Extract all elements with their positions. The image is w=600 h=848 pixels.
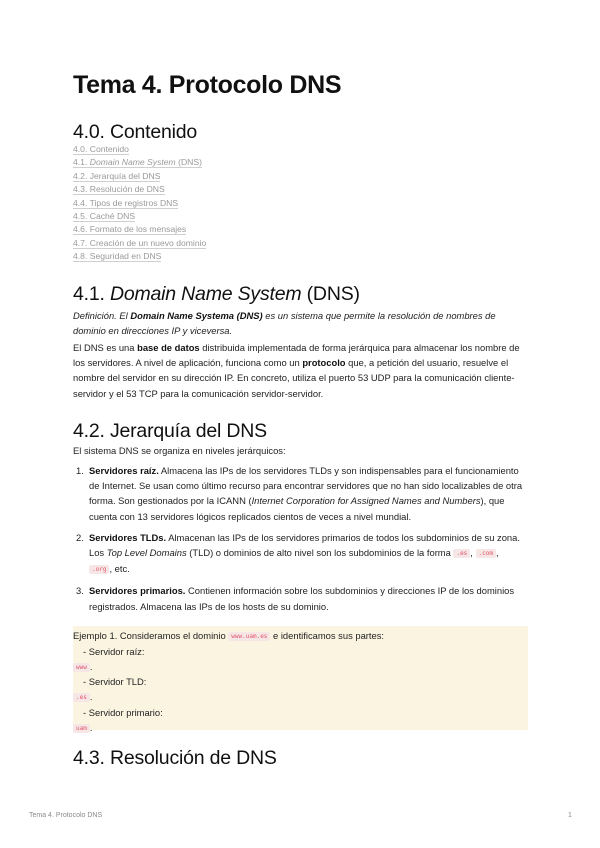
example-row-value: uam . xyxy=(73,721,528,737)
page-title: Tema 4. Protocolo DNS xyxy=(73,71,342,99)
list-item: 1. Servidores raíz. Almacena las IPs de los servidores TLDs y son indispensables para el funcionamiento de Internet. Se usan como último recurso para encontrar servidores que no han sido localizables de otra forma. Son gestionados por la ICANN (Internet Corporation for Assigned Names and Numbers), que cuenta con 13 servidores lógicos replicados cientos de veces a nivel mundial. xyxy=(76,465,523,522)
toc-item[interactable]: 4.7. Creación de un nuevo dominio xyxy=(73,237,207,248)
example-row-value: .es . xyxy=(73,690,528,706)
example-row-value: www . xyxy=(73,660,528,676)
table-of-contents xyxy=(73,143,206,264)
example-row-label: - Servidor primario: xyxy=(83,706,163,718)
example-box xyxy=(73,626,528,733)
list-item: 3. Servidores primarios. Contienen información sobre los subdominios y direcciones IP de los dominios registrados. Almacena las IPs de los hosts de su dominio. xyxy=(76,585,515,612)
toc-item[interactable]: 4.1. Domain Name System (DNS) xyxy=(73,157,202,168)
section-heading-dns: 4.1. Domain Name System (DNS) xyxy=(73,283,360,305)
definition-paragraph: Definición. El Domain Name Systema (DNS) es un sistema que permite la resolución de nombres de dominio en direcciones IP y viceversa. xyxy=(73,310,496,337)
hierarchy-intro: El sistema DNS se organiza en niveles jerárquicos: xyxy=(73,445,286,456)
list-item: 2. Servidores TLDs. Almacenan las IPs de los servidores primarios de todos los subdominios de su zona. Los Top Level Domains (TLD) o dominios de alto nivel son los subdominios de la forma .es , .com , .org , etc. xyxy=(76,531,520,575)
inline-code: www.uam.es xyxy=(228,632,270,641)
example-row-label: - Servidor TLD: xyxy=(83,676,147,688)
hierarchy-list xyxy=(73,463,523,614)
example-lead: Ejemplo 1. Consideramos el dominio www.uam.es e identificamos sus partes: xyxy=(73,630,385,641)
toc-item[interactable]: 4.0. Contenido xyxy=(73,144,129,154)
toc-item[interactable]: 4.3. Resolución de DNS xyxy=(73,184,165,195)
footer-page-number: 1 xyxy=(568,812,572,819)
toc-item[interactable]: 4.5. Caché DNS xyxy=(73,211,136,222)
toc-item[interactable]: 4.8. Seguridad en DNS xyxy=(73,251,162,262)
toc-item[interactable]: 4.6. Formato de los mensajes xyxy=(73,224,187,235)
footer-title: Tema 4. Protocolo DNS xyxy=(29,812,103,819)
section-heading-jerarquia: 4.2. Jerarquía del DNS xyxy=(73,420,267,442)
toc-item[interactable]: 4.2. Jerarquía del DNS xyxy=(73,170,161,181)
toc-item[interactable]: 4.4. Tipos de registros DNS xyxy=(73,197,179,208)
inline-code: .es xyxy=(453,549,470,558)
example-row-label: - Servidor raíz: xyxy=(83,645,145,657)
section-heading-contenido: 4.0. Contenido xyxy=(73,121,198,143)
dns-description-paragraph: El DNS es una base de datos distribuida implementada de forma jerárquica para almacenar los nombre de los servidores. A nivel de aplicación, funciona como un protocolo que, a petición del usuario, resuelve el nombre del servidor en su dirección IP. En concreto, utiliza el puerto 53 UDP para la comunicación cliente-servidor y el 53 TCP para la comunicación servidor-servidor. xyxy=(73,342,520,399)
inline-code: .org xyxy=(89,565,109,574)
inline-code: .com xyxy=(476,549,496,558)
section-heading-resolucion: 4.3. Resolución de DNS xyxy=(73,747,277,769)
